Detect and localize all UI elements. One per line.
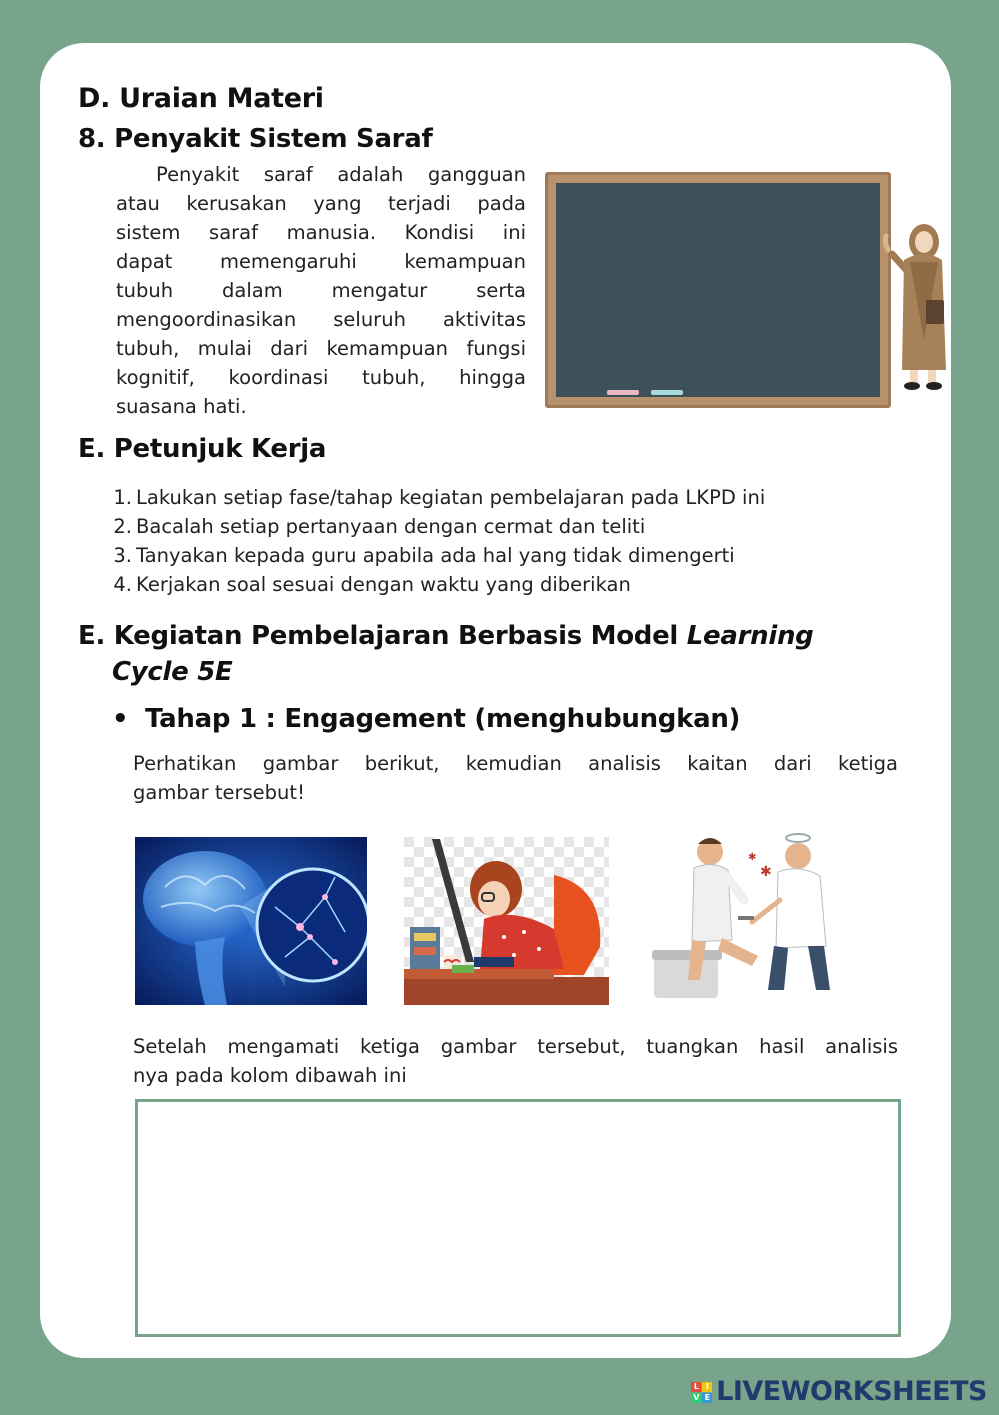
brand-mark-letter: E [702, 1393, 712, 1403]
woman-at-computer-image [404, 837, 609, 1005]
stage-title [112, 704, 740, 734]
bullet-icon: • [112, 704, 129, 734]
list-number: 2. [113, 515, 132, 538]
list-number: 4. [113, 573, 132, 596]
brand-text: LIVEWORKSHEETS [716, 1376, 987, 1407]
brand-mark-letter: V [691, 1393, 701, 1403]
paragraph-line: sistem saraf manusia. Kondisi ini [116, 221, 526, 244]
doctor-reflex-test-image [648, 830, 838, 1005]
teacher-illustration [880, 220, 952, 392]
svg-text:✱: ✱ [748, 852, 757, 863]
brand-mark-letter: I [702, 1382, 712, 1392]
chalk-icon [607, 390, 639, 395]
chalkboard-illustration [545, 172, 891, 408]
list-item [110, 541, 765, 570]
list-text: Tanyakan kepada guru apabila ada hal yang tidak dimengerti [136, 544, 735, 567]
paragraph-line: kognitif, koordinasi tubuh, hingga [116, 366, 526, 389]
answer-textbox[interactable] [135, 1099, 901, 1337]
stage-instruction [133, 749, 898, 807]
instruction-line: Perhatikan gambar berikut, kemudian analisis kaitan dari ketiga [133, 752, 898, 775]
svg-text:✱: ✱ [760, 864, 772, 880]
subsection-title-penyakit-saraf: 8. Penyakit Sistem Saraf [78, 124, 433, 154]
list-item [110, 512, 765, 541]
instruction-line: gambar tersebut! [133, 781, 305, 804]
paragraph-line: tubuh dalam mengatur serta [116, 279, 526, 302]
title-italic: Learning [686, 621, 814, 651]
section-title-kegiatan-line2 [112, 657, 233, 687]
title-italic: Cycle 5E [112, 657, 233, 687]
list-text: Bacalah setiap pertanyaan dengan cermat dan teliti [136, 515, 646, 538]
list-item [110, 483, 765, 512]
intro-paragraph [116, 160, 526, 421]
section-title-kegiatan [78, 621, 814, 651]
title-text: E. Kegiatan Pembelajaran Berbasis Model [78, 621, 687, 651]
list-text: Lakukan setiap fase/tahap kegiatan pembelajaran pada LKPD ini [136, 486, 766, 509]
instruction-list [110, 483, 765, 599]
list-text: Kerjakan soal sesuai dengan waktu yang diberikan [136, 573, 631, 596]
list-number: 3. [113, 544, 132, 567]
list-number: 1. [113, 486, 132, 509]
paragraph-line: Penyakit saraf adalah gangguan [156, 163, 526, 186]
paragraph-line: tubuh, mulai dari kemampuan fungsi [116, 337, 526, 360]
brand-mark-icon [691, 1382, 712, 1403]
paragraph-line: suasana hati. [116, 395, 247, 418]
instruction-line: Setelah mengamati ketiga gambar tersebut, tuangkan hasil analisis [133, 1035, 898, 1058]
instruction-line: nya pada kolom dibawah ini [133, 1064, 407, 1087]
after-instruction [133, 1032, 898, 1090]
brain-neurons-image [135, 837, 367, 1005]
list-item [110, 570, 765, 599]
liveworksheets-logo [691, 1376, 987, 1407]
stage-title-text: Tahap 1 : Engagement (menghubungkan) [145, 704, 741, 734]
chalk-icon [651, 390, 683, 395]
paragraph-line: mengoordinasikan seluruh aktivitas [116, 308, 526, 331]
paragraph-line: dapat memengaruhi kemampuan [116, 250, 526, 273]
section-title-uraian-materi: D. Uraian Materi [78, 83, 324, 114]
section-title-petunjuk-kerja: E. Petunjuk Kerja [78, 434, 327, 464]
brand-mark-letter: L [691, 1382, 701, 1392]
paragraph-line: atau kerusakan yang terjadi pada [116, 192, 526, 215]
